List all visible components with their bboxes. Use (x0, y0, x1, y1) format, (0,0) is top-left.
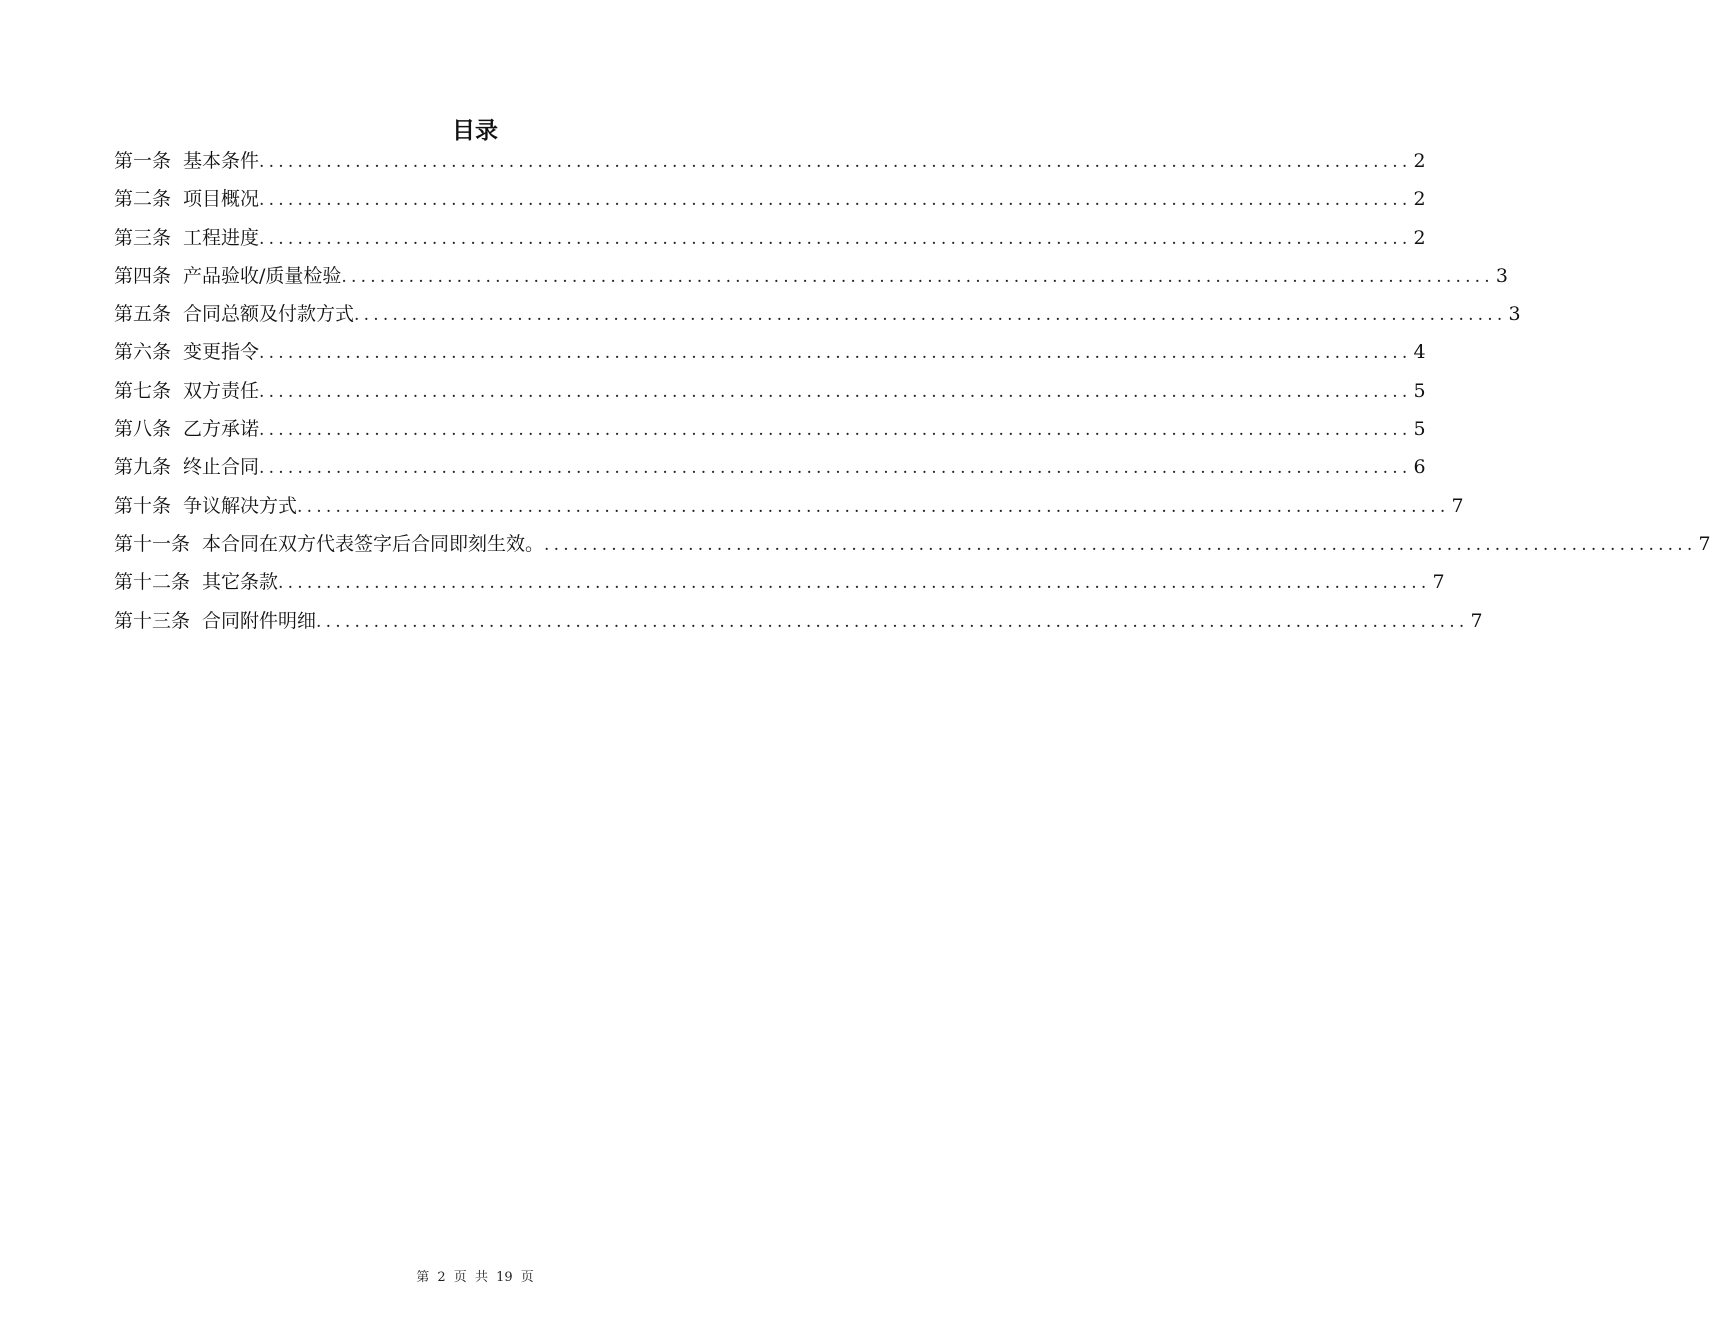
footer-current-page: 2 (437, 1270, 446, 1285)
toc-entry[interactable] (114, 410, 1426, 448)
toc-title: 目录 (452, 118, 498, 144)
toc-entry-title: 终止合同 (183, 456, 260, 479)
toc-entry[interactable] (114, 372, 1426, 410)
toc-entry-number: 第七条 (114, 379, 172, 402)
toc-entry-page: 4 (1413, 341, 1426, 364)
footer-page-word: 页 (453, 1270, 467, 1285)
toc-entry-page: 5 (1413, 379, 1426, 402)
toc-entry-page: 3 (1495, 264, 1508, 287)
dot-leader: ........................................................................................................................ (259, 152, 1412, 172)
toc-entry[interactable] (114, 219, 1426, 257)
toc-entry-page: 7 (1470, 609, 1483, 632)
toc-entry[interactable] (114, 448, 1426, 486)
dot-leader: ........................................................................................................................ (316, 611, 1469, 632)
footer-prefix: 第 (416, 1270, 430, 1285)
toc-entry-title: 双方责任 (183, 379, 260, 402)
page-footer (0, 1268, 950, 1288)
dot-leader: ........................................................................................................................ (259, 381, 1412, 402)
dot-leader: ........................................................................................................................ (259, 190, 1412, 211)
toc-entry[interactable] (114, 487, 1464, 525)
dot-leader: ........................................................................................................................ (341, 266, 1494, 287)
toc-entry-number: 第二条 (114, 188, 172, 211)
toc-entry[interactable] (114, 180, 1426, 218)
toc-entry-title: 产品验收/质量检验 (183, 264, 342, 287)
toc-entry-number: 第十一条 (114, 532, 191, 555)
toc-entry[interactable] (114, 257, 1508, 295)
toc-entry-title: 基本条件 (183, 150, 260, 172)
footer-total-pages: 19 (496, 1270, 513, 1285)
dot-leader: ........................................................................................................................ (259, 228, 1412, 249)
toc-entry[interactable] (114, 295, 1521, 333)
toc-entry-page: 2 (1413, 150, 1426, 172)
toc-entry-title: 乙方承诺 (183, 418, 260, 441)
toc-entry-number: 第四条 (114, 264, 172, 287)
toc-entry[interactable] (114, 142, 1426, 180)
toc-entry-title: 合同总额及付款方式 (183, 303, 355, 326)
toc-entry-page: 7 (1698, 532, 1711, 555)
toc-entry-page: 2 (1413, 226, 1426, 249)
toc-entry-page: 6 (1413, 456, 1426, 479)
toc-entry-title: 合同附件明细 (202, 609, 317, 632)
toc-entry-number: 第六条 (114, 341, 172, 364)
dot-leader: ........................................................................................................................ (544, 534, 1697, 555)
toc-entry-number: 第九条 (114, 456, 172, 479)
toc-entry[interactable] (114, 602, 1483, 640)
toc-entry-number: 第十二条 (114, 571, 191, 594)
toc-entry-page: 7 (1451, 494, 1464, 517)
toc-entry-title: 变更指令 (183, 341, 260, 364)
toc-entry-number: 第一条 (114, 150, 172, 172)
dot-leader: ........................................................................................................................ (354, 305, 1507, 326)
toc-entry-title: 争议解决方式 (183, 494, 298, 517)
dot-leader: ........................................................................................................................ (259, 458, 1412, 479)
toc-entry-page: 7 (1432, 571, 1445, 594)
toc-list (114, 142, 1711, 640)
toc-entry-number: 第三条 (114, 226, 172, 249)
toc-entry-page: 5 (1413, 418, 1426, 441)
toc-entry-number: 第十条 (114, 494, 172, 517)
footer-total-word: 共 (474, 1270, 488, 1285)
dot-leader: ........................................................................................................................ (297, 496, 1450, 517)
toc-entry[interactable] (114, 333, 1426, 371)
toc-entry-title: 项目概况 (183, 188, 260, 211)
toc-entry[interactable] (114, 525, 1711, 563)
toc-entry-number: 第五条 (114, 303, 172, 326)
toc-entry-page: 3 (1508, 303, 1521, 326)
dot-leader: ........................................................................................................................ (278, 573, 1431, 594)
dot-leader: ........................................................................................................................ (259, 420, 1412, 441)
toc-entry-page: 2 (1413, 188, 1426, 211)
toc-entry-number: 第八条 (114, 418, 172, 441)
toc-entry-number: 第十三条 (114, 609, 191, 632)
footer-suffix: 页 (520, 1270, 534, 1285)
toc-entry-title: 工程进度 (183, 226, 260, 249)
dot-leader: ........................................................................................................................ (259, 343, 1412, 364)
toc-entry-title: 本合同在双方代表签字后合同即刻生效。 (202, 532, 545, 555)
toc-entry-title: 其它条款 (202, 571, 279, 594)
toc-entry[interactable] (114, 563, 1445, 601)
